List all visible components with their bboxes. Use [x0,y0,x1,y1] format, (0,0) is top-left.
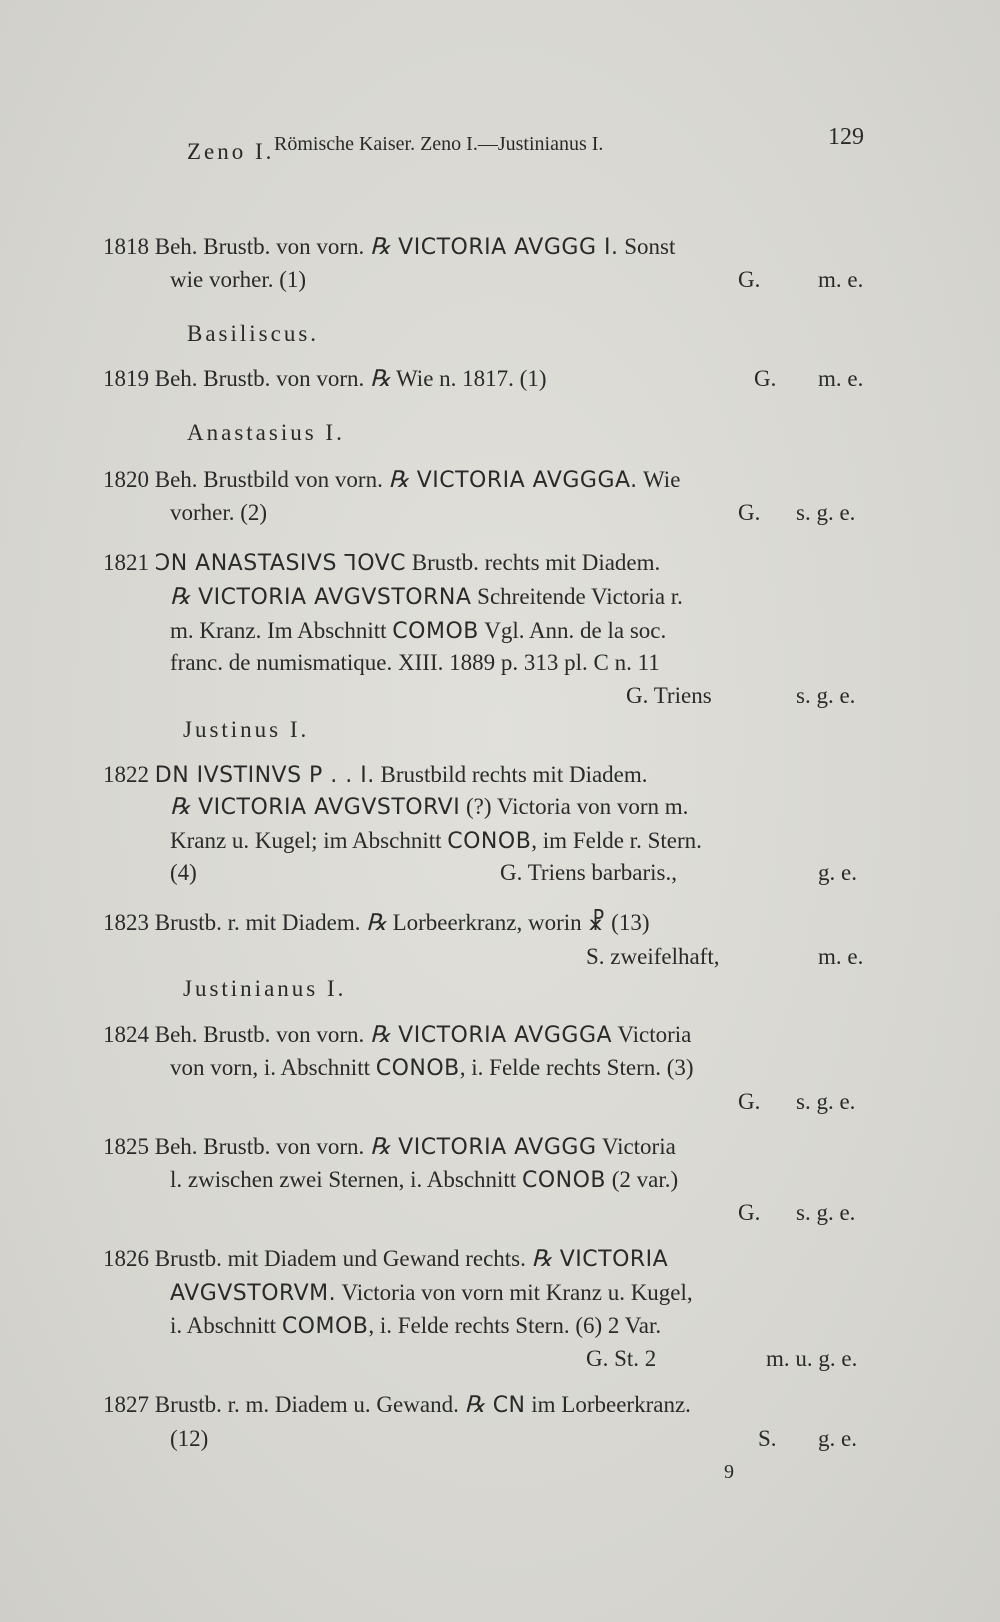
catalog-line [187,418,345,448]
section-heading: Justinianus I. [183,976,347,1001]
catalog-line [754,364,776,394]
line-text: S. zweifelhaft, [586,944,720,969]
catalog-line [103,1020,691,1051]
line-text: Kranz u. Kugel; im Abschnitt [170,828,448,853]
catalog-line [738,498,760,528]
line-text: 1818 Beh. Brustb. von vorn. [103,234,371,259]
catalog-line [170,826,702,857]
catalog-line [170,858,197,888]
line-text: Victoria [612,1022,692,1047]
line-text: wie vorher. (1) [170,267,307,292]
catalog-line [796,1198,855,1228]
catalog-line [103,760,648,791]
catalog-line [103,364,546,394]
catalog-line [818,858,857,888]
line-text: g. e. [818,1426,857,1451]
line-text: Wie n. 1817. (1) [390,366,547,391]
line-text: (12) [170,1426,209,1451]
catalog-line [818,265,863,295]
line-text: 1822 [103,762,155,787]
line-text: , i. Felde rechts Stern. (6) 2 Var. [368,1313,662,1338]
section-heading: Zeno I. [187,139,275,164]
line-text: s. g. e. [796,1089,856,1114]
catalog-line [187,137,274,167]
catalog-line [103,232,675,263]
catalog-line [183,974,346,1004]
legend-text: CONOB [375,1056,460,1081]
line-text: m. e. [818,366,864,391]
legend-text: VICTORIA AVGGGA [390,1023,613,1048]
line-text: ℞ [370,1134,391,1159]
line-text: S. [758,1426,777,1451]
line-text: vorher. (2) [170,500,268,525]
line-text: G. [754,366,777,391]
catalog-line [796,498,855,528]
line-text: Schreitende Victoria r. [471,584,683,609]
line-text: m. e. [818,267,864,292]
catalog-line [170,265,306,295]
legend-text: COMOB [392,619,479,644]
legend-text: VICTORIA AVGGG I. [390,235,619,260]
catalog-line [103,1132,676,1163]
line-text: G. [738,267,761,292]
line-text: i. Abschnitt [170,1313,282,1338]
line-text: G. [738,1089,761,1114]
line-text: im Lorbeerkranz. [525,1392,691,1417]
line-text: ℞ [388,467,410,492]
catalog-line [818,942,863,972]
line-text: Sonst [618,234,676,259]
line-text: Brustb. rechts mit Diadem. [406,550,661,575]
line-text: ℞ [370,1022,391,1047]
line-text: 1819 Beh. Brustb. von vorn. [103,366,371,391]
catalog-line [170,498,267,528]
catalog-line [170,1311,661,1342]
line-text: g. e. [818,860,857,885]
line-text: 1826 Brustb. mit Diadem und Gewand rechts. [103,1246,532,1271]
line-text: Vgl. Ann. de la soc. [478,618,667,643]
legend-text: VICTORIA AVGGG [390,1135,597,1160]
line-text: ℞ [170,584,191,609]
catalog-line [170,1165,678,1196]
line-text: s. g. e. [796,683,856,708]
section-heading: Anastasius I. [187,420,345,445]
section-heading: Basiliscus. [187,321,320,346]
catalog-line [170,1424,208,1454]
running-header: Römische Kaiser. Zeno I.—Justinianus I. [274,133,604,155]
catalog-line [818,364,863,394]
line-text: franc. de numismatique. XIII. 1889 p. 313 pl. C n. 11 [170,650,660,675]
line-text: ℞ [464,1392,486,1417]
line-text: 1823 Brustb. r. mit Diadem. [103,910,367,935]
line-text: ℞ [170,794,191,819]
line-text: (2 var.) [606,1167,679,1192]
line-text: 1820 Beh. Brustbild von vorn. [103,467,389,492]
line-text: ℞ [531,1246,553,1271]
legend-text: AVGVSTORVM. [170,1281,337,1306]
catalog-line [183,715,309,745]
catalog-line [586,942,719,972]
line-text: l. zwischen zwei Sternen, i. Abschnitt [170,1167,522,1192]
page-number: 129 [828,124,864,150]
line-text: Brustbild rechts mit Diadem. [374,762,648,787]
catalog-line [796,681,855,711]
legend-text: CONOB [521,1168,606,1193]
line-text: 1821 [103,550,155,575]
line-text: (4) [170,860,197,885]
line-text: m. Kranz. Im Abschnitt [170,618,393,643]
catalog-line [586,1344,656,1374]
line-text: Victoria [596,1134,676,1159]
catalog-line [626,681,712,711]
line-text: ℞ [370,234,391,259]
catalog-line [818,1424,857,1454]
legend-text: VICTORIA AVGVSTORVI [190,795,461,820]
catalog-line [796,1087,855,1117]
line-text: Wie [637,467,681,492]
section-heading: Justinus I. [183,717,310,742]
legend-text: VICTORIA AVGGGA. [409,468,638,493]
catalog-line [500,858,677,888]
line-text: s. g. e. [796,1200,856,1225]
signature-mark: 9 [724,1461,734,1483]
line-text: (13) [605,910,650,935]
catalog-line [170,792,688,823]
line-text: G. Triens [626,683,712,708]
catalog-line [170,616,666,647]
catalog-line [758,1424,777,1454]
legend-text: VICTORIA AVGVSTORNA [190,585,472,610]
catalog-line [103,548,660,579]
catalog-line [103,465,680,496]
legend-text: ƆN ANASTASIVS ꓶOVC [154,551,407,576]
catalog-line [738,1198,760,1228]
line-text: ℞ [370,366,391,391]
line-text: m. u. g. e. [766,1346,858,1371]
line-text: m. e. [818,944,864,969]
line-text: G. Triens barbaris., [500,860,677,885]
catalog-line [103,908,649,938]
line-text: ℞ [366,910,387,935]
line-text: Victoria von vorn mit Kranz u. Kugel, [336,1280,693,1305]
catalog-line [738,265,760,295]
line-text: (?) Victoria von vorn m. [460,794,689,819]
line-text: G. [738,500,761,525]
catalog-line [738,1087,760,1117]
catalog-line [170,582,683,613]
catalog-line [766,1344,857,1374]
line-text: G. [738,1200,761,1225]
catalog-line [187,319,319,349]
catalog-line [103,1390,691,1421]
line-text: G. St. 2 [586,1346,657,1371]
catalog-line [170,1053,694,1084]
line-text: 1825 Beh. Brustb. von vorn. [103,1134,371,1159]
line-text: 1824 Beh. Brustb. von vorn. [103,1022,371,1047]
legend-text: VICTORIA [552,1247,669,1272]
line-text: Lorbeerkranz, worin [386,910,588,935]
line-text: s. g. e. [796,500,856,525]
catalog-line [170,1278,693,1309]
line-text: ☧ [587,910,606,935]
catalog-line [170,648,660,678]
legend-text: DN IVSTINVS P . . I. [154,763,375,788]
line-text: von vorn, i. Abschnitt [170,1055,376,1080]
catalog-line [103,1244,668,1275]
line-text: 1827 Brustb. r. m. Diadem u. Gewand. [103,1392,465,1417]
line-text: , i. Felde rechts Stern. (3) [459,1055,694,1080]
legend-text: CONOB [447,829,532,854]
legend-text: COMOB [281,1314,369,1339]
line-text: , im Felde r. Stern. [531,828,702,853]
legend-text: CN [485,1393,526,1418]
